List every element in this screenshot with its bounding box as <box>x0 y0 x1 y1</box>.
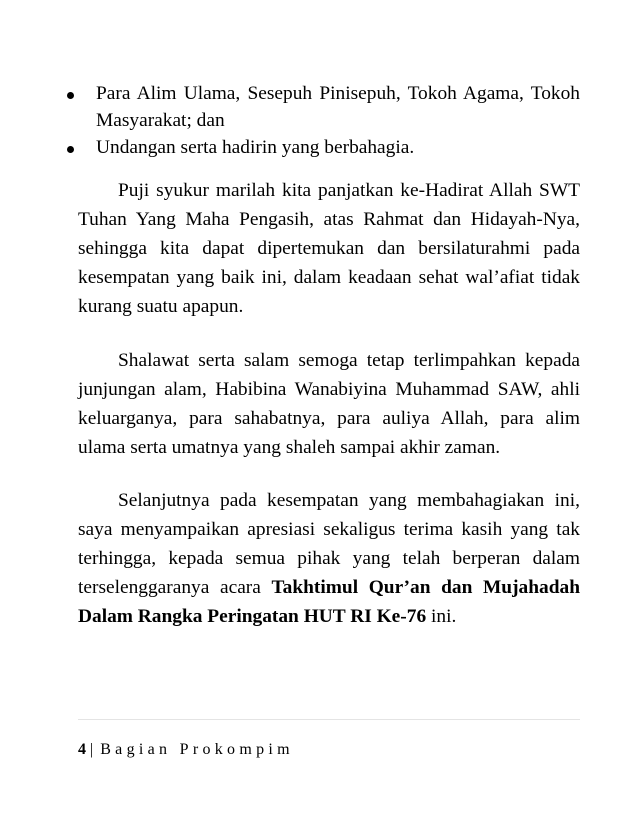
paragraph-praise: Puji syukur marilah kita panjatkan ke-Hadirat Allah SWT Tuhan Yang Maha Pengasih, atas Rahmat dan Hidayah-Nya, sehingga kita dapat dipertemukan dan bersilaturahmi pada kesempatan yang baik ini, dalam keadaan sehat wal’afiat tidak kurang suatu apapun. <box>78 180 580 317</box>
section-name: Bagian Prokompim <box>100 741 294 758</box>
appreciation-end: ini. <box>426 606 457 627</box>
bullet-dot-icon <box>67 146 74 153</box>
appreciation-text: Selanjutnya pada kesempatan yang membahagiakan ini, saya menyampaikan apresiasi sekaligus terima kasih yang tak terhingga, kepada semua pihak yang telah berperan dalam terselenggaranya acara <box>78 490 580 598</box>
footer-separator: | <box>90 741 94 758</box>
bullet-text: Undangan serta hadirin yang berbahagia. <box>96 137 415 158</box>
bullet-item <box>60 80 580 134</box>
footer-divider <box>78 719 580 720</box>
paragraph-shalawat: Shalawat serta salam semoga tetap terlimpahkan kepada junjungan alam, Habibina Wanabiyina Muhammad SAW, ahli keluarganya, para sahabatnya, para auliya Allah, para alim ulama serta umatnya yang shaleh sampai akhir zaman. <box>78 350 580 458</box>
page-footer <box>78 741 294 759</box>
bullet-dot-icon <box>67 92 74 99</box>
paragraph-appreciation <box>78 486 580 631</box>
page-number: 4 <box>78 741 86 758</box>
event-name: Takhtimul Qur’an dan Mujahadah Dalam Rangka Peringatan HUT RI Ke-76 <box>78 577 580 627</box>
bullet-item <box>60 134 580 161</box>
bullet-list <box>60 80 580 161</box>
bullet-text: Para Alim Ulama, Sesepuh Pinisepuh, Tokoh Agama, Tokoh Masyarakat; dan <box>96 83 580 131</box>
